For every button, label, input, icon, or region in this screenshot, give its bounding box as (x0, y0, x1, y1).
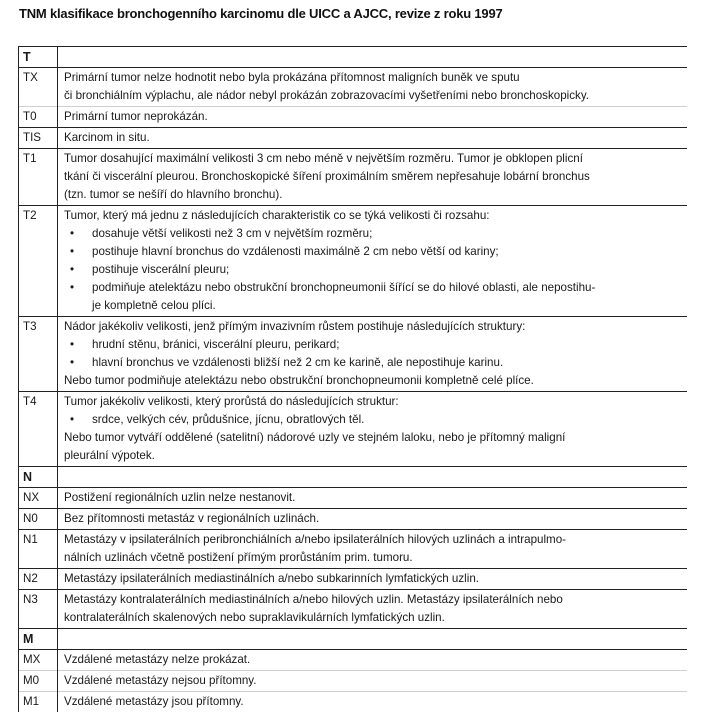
row-code: T3 (19, 317, 58, 392)
row-code: N0 (19, 509, 58, 530)
row-code: T0 (19, 107, 58, 128)
description-line: Primární tumor neprokázán. (64, 108, 681, 126)
table-row-tx (19, 68, 688, 107)
document-title: TNM klasifikace bronchogenního karcinomu dle UICC a AJCC, revize z roku 1997 (19, 6, 503, 21)
criteria-item: • hlavní bronchus ve vzdálenosti bližší než 2 cm ke karině, ale nepostihuje karinu. (92, 354, 681, 372)
criteria-item: • hrudní stěnu, bránici, viscerální pleuru, perikard; (92, 336, 681, 354)
description-outro: Nebo tumor podmiňuje atelektázu nebo obstrukční bronchopneumonii kompletně celé plíce. (64, 372, 681, 390)
row-description (58, 206, 688, 317)
row-description (58, 671, 688, 692)
row-code: M0 (19, 671, 58, 692)
row-code: NX (19, 488, 58, 509)
table-row-t4 (19, 392, 688, 467)
table-row-n3 (19, 590, 688, 629)
row-code: N1 (19, 530, 58, 569)
description-line: Metastázy kontralaterálních mediastinálních a/nebo hilových uzlin. Metastázy ipsilaterálních nebo (64, 591, 681, 609)
description-line: Vzdálené metastázy jsou přítomny. (64, 693, 681, 711)
row-description (58, 128, 688, 149)
description-outro: Nebo tumor vytváří oddělené (satelitní) nádorové uzly ve stejném laloku, nebo je přítomný maligní (64, 429, 681, 447)
table-row-tis (19, 128, 688, 149)
row-description (58, 317, 688, 392)
description-line: kontralaterálních skalenových nebo supraklavikulárních lymfatických uzlin. (64, 609, 681, 627)
description-line: Vzdálené metastázy nejsou přítomny. (64, 672, 681, 690)
criteria-list (64, 225, 681, 315)
table-row-t3 (19, 317, 688, 392)
row-description (58, 392, 688, 467)
row-code: TIS (19, 128, 58, 149)
row-code: TX (19, 68, 58, 107)
table-row-n1 (19, 530, 688, 569)
section-code: M (19, 629, 58, 650)
table-row-n2 (19, 569, 688, 590)
description-line: Primární tumor nelze hodnotit nebo byla prokázána přítomnost maligních buněk ve sputu (64, 69, 681, 87)
criteria-item: • dosahuje větší velikosti než 3 cm v největším rozměru; (92, 225, 681, 243)
row-code: N2 (19, 569, 58, 590)
criteria-item (92, 279, 681, 315)
description-intro: Nádor jakékoliv velikosti, jenž přímým invazivním růstem postihuje následujících struktury: (64, 318, 681, 336)
row-description (58, 488, 688, 509)
row-code: T4 (19, 392, 58, 467)
description-line: Tumor dosahující maximální velikosti 3 cm nebo méně v největším rozměru. Tumor je obklopen plicní (64, 150, 681, 168)
row-description (58, 68, 688, 107)
table-row-t2 (19, 206, 688, 317)
section-row-n (19, 467, 688, 488)
description-outro: pleurální výpotek. (64, 447, 681, 465)
criteria-list (64, 411, 681, 429)
criteria-item: • postihuje hlavní bronchus do vzdálenosti maximálně 2 cm nebo větší od kariny; (92, 243, 681, 261)
section-row-m (19, 629, 688, 650)
section-description (58, 629, 688, 650)
table-row-nx (19, 488, 688, 509)
table-row-m0 (19, 671, 688, 692)
section-description (58, 467, 688, 488)
tnm-classification-table (18, 46, 687, 712)
description-line: (tzn. tumor se nešíří do hlavního bronchu). (64, 186, 681, 204)
description-line: Metastázy v ipsilaterálních peribronchiálních a/nebo ipsilaterálních hilových uzlinách a intrapulmo- (64, 531, 681, 549)
description-intro: Tumor jakékoliv velikosti, který prorůstá do následujících struktur: (64, 393, 681, 411)
row-description (58, 590, 688, 629)
criteria-item: • postihuje viscerální pleuru; (92, 261, 681, 279)
row-description (58, 530, 688, 569)
section-code: N (19, 467, 58, 488)
row-code: N3 (19, 590, 58, 629)
row-code: T2 (19, 206, 58, 317)
criteria-item-line: je kompletně celou plíci. (92, 297, 681, 315)
criteria-list (64, 336, 681, 372)
description-line: Vzdálené metastázy nelze prokázat. (64, 651, 681, 669)
section-description (58, 47, 688, 68)
description-line: Karcinom in situ. (64, 129, 681, 147)
description-intro: Tumor, který má jednu z následujících charakteristik co se týká velikosti či rozsahu: (64, 207, 681, 225)
row-code: M1 (19, 692, 58, 712)
row-code: T1 (19, 149, 58, 206)
table-row-n0 (19, 509, 688, 530)
section-code: T (19, 47, 58, 68)
description-line: či bronchiálním výplachu, ale nádor nebyl prokázán zobrazovacími vyšetřeními nebo bronchoskopicky. (64, 87, 681, 105)
description-line: nálních uzlinách včetně postižení přímým prorůstáním prim. tumoru. (64, 549, 681, 567)
row-description (58, 107, 688, 128)
section-row-t (19, 47, 688, 68)
table-row-t0 (19, 107, 688, 128)
row-description (58, 509, 688, 530)
row-description (58, 650, 688, 671)
description-line: Metastázy ipsilaterálních mediastinálních a/nebo subkarinních lymfatických uzlin. (64, 570, 681, 588)
description-line: Bez přítomnosti metastáz v regionálních uzlinách. (64, 510, 681, 528)
criteria-item-line: • podmiňuje atelektázu nebo obstrukční bronchopneumonii šířící se do hilové oblasti, ale nepostihu- (92, 279, 681, 297)
table-row-mx (19, 650, 688, 671)
row-code: MX (19, 650, 58, 671)
row-description (58, 569, 688, 590)
description-line: Postižení regionálních uzlin nelze nestanovit. (64, 489, 681, 507)
criteria-item: • srdce, velkých cév, průdušnice, jícnu, obratlových těl. (92, 411, 681, 429)
description-line: tkání či viscerální pleurou. Bronchoskopické šíření proximálním směrem nepřesahuje lobární bronchus (64, 168, 681, 186)
row-description (58, 149, 688, 206)
table-row-t1 (19, 149, 688, 206)
